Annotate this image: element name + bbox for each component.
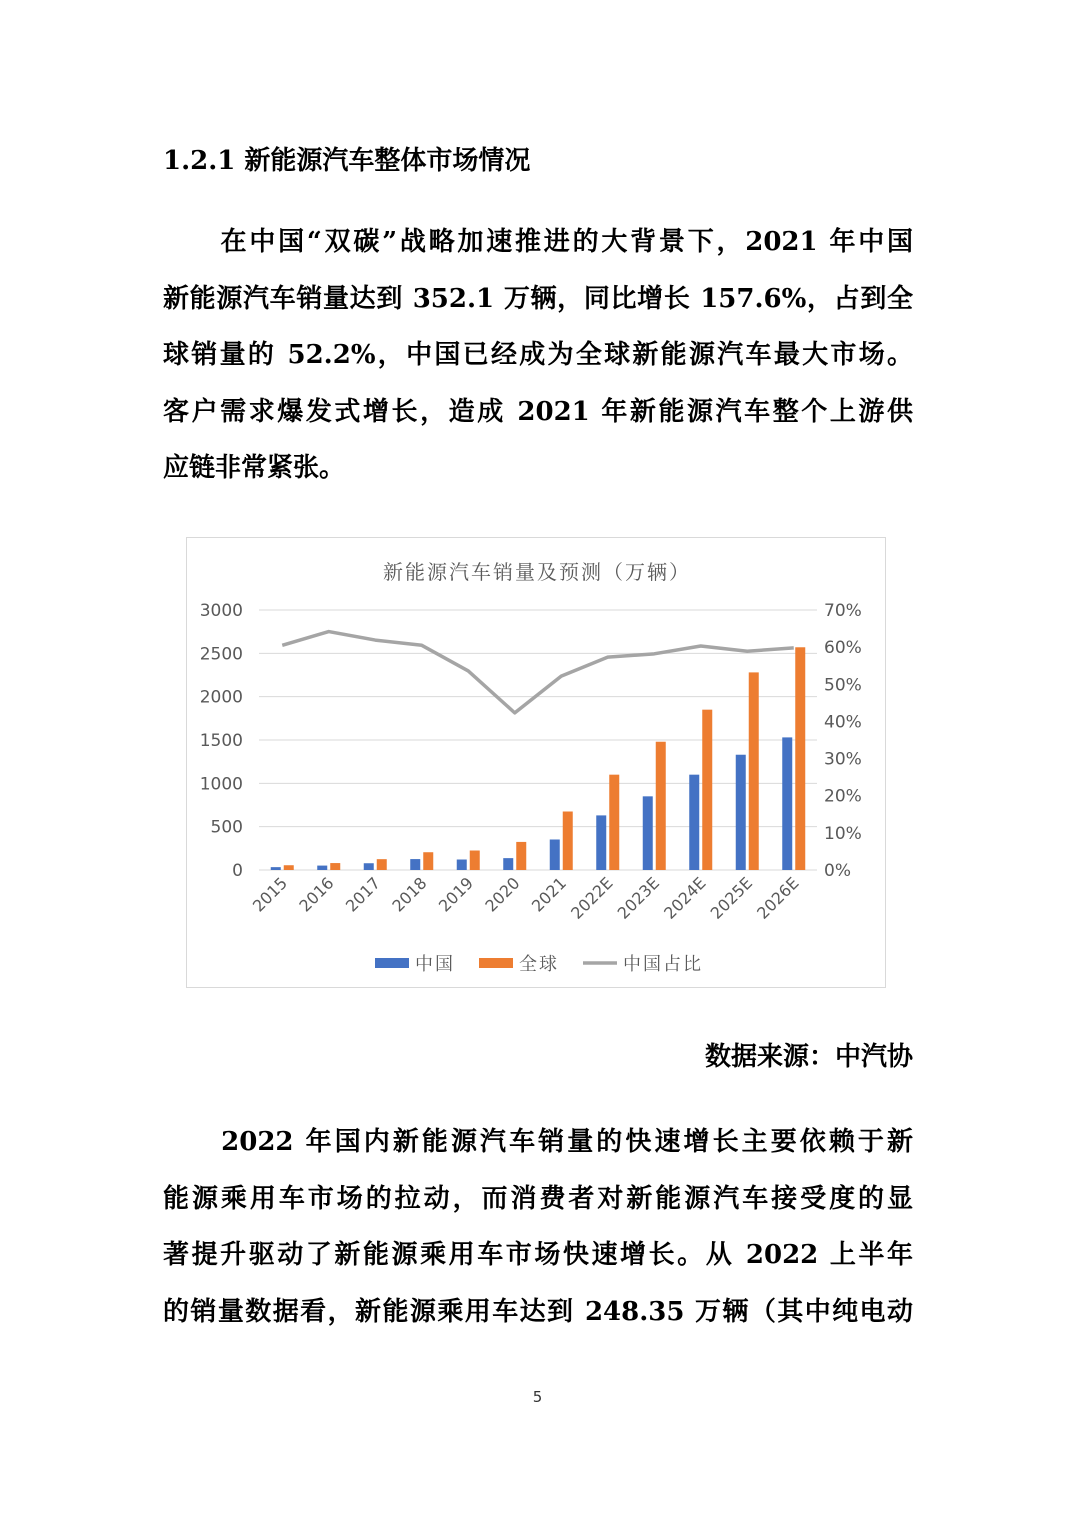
y-right-tick-label: 0% (824, 861, 851, 881)
x-tick-label: 2021 (527, 873, 571, 916)
paragraph-market-overview (163, 214, 913, 497)
x-tick-label: 2023E (613, 873, 664, 923)
paragraph-line: 2022 年国内新能源汽车销量的快速增长主要依赖于新 (163, 1127, 913, 1157)
y-left-tick-label: 2500 (199, 644, 243, 665)
bar-全球 (470, 851, 480, 871)
bar-中国 (503, 858, 513, 870)
x-tick-label: 2022E (567, 873, 617, 923)
bar-全球 (656, 742, 666, 870)
legend-swatch (479, 958, 513, 968)
y-right-tick-label: 50% (824, 675, 862, 696)
y-left-tick-label: 0 (232, 861, 243, 881)
bar-中国 (736, 755, 746, 870)
legend-swatch (375, 958, 409, 968)
paragraph-line: 著提升驱动了新能源乘用车市场快速增长。从 2022 上半年 (163, 1240, 913, 1270)
y-right-tick-label: 70% (824, 601, 862, 621)
legend-label: 中国 (415, 954, 455, 975)
x-tick-label: 2026E (753, 873, 803, 923)
sales-chart (186, 537, 886, 988)
bar-中国 (550, 839, 560, 870)
legend-label: 全球 (519, 954, 559, 975)
paragraph-line: 新能源汽车销量达到 352.1 万辆，同比增长 157.6%，占到全 (163, 283, 913, 314)
bar-中国 (317, 866, 327, 870)
paragraph-line: 在中国“双碳”战略加速推进的大背景下，2021 年中国 (163, 227, 913, 257)
bar-中国 (410, 859, 420, 870)
x-tick-label: 2020 (481, 873, 524, 916)
bar-全球 (702, 710, 712, 870)
paragraph-line: 客户需求爆发式增长，造成 2021 年新能源汽车整个上游供 (163, 396, 913, 427)
x-tick-label: 2025E (706, 873, 757, 923)
paragraph-line: 球销量的 52.2%，中国已经成为全球新能源汽车最大市场。 (163, 340, 913, 370)
x-tick-label: 2016 (295, 873, 338, 916)
x-tick-label: 2017 (341, 873, 385, 916)
bar-全球 (749, 672, 759, 870)
y-left-tick-label: 2000 (199, 687, 243, 708)
bar-全球 (609, 775, 619, 870)
bar-中国 (457, 860, 467, 870)
chart-title: 新能源汽车销量及预测（万辆） (383, 560, 691, 584)
x-tick-label: 2024E (660, 873, 710, 923)
section-heading: 1.2.1 新能源汽车整体市场情况 (163, 146, 531, 176)
bar-中国 (271, 867, 281, 870)
bar-中国 (596, 815, 606, 870)
y-right-tick-label: 30% (824, 749, 862, 770)
paragraph-line: 能源乘用车市场的拉动，而消费者对新能源汽车接受度的显 (163, 1183, 913, 1214)
y-right-tick-label: 20% (824, 786, 862, 807)
bar-全球 (330, 863, 340, 870)
y-right-tick-label: 40% (824, 712, 862, 733)
bar-中国 (689, 775, 699, 870)
bar-中国 (364, 863, 374, 870)
bar-全球 (795, 647, 805, 870)
y-left-tick-label: 1500 (199, 731, 243, 751)
paragraph-line: 应链非常紧张。 (163, 453, 346, 483)
bar-全球 (377, 859, 387, 870)
page-number: 5 (532, 1388, 543, 1406)
y-right-tick-label: 10% (824, 823, 862, 844)
x-tick-label: 2018 (388, 873, 431, 916)
x-tick-label: 2015 (248, 873, 292, 916)
bar-全球 (563, 812, 573, 871)
y-left-tick-label: 3000 (199, 601, 243, 621)
y-left-tick-label: 1000 (199, 774, 243, 795)
y-right-tick-label: 60% (824, 638, 862, 659)
data-source-note: 数据来源：中汽协 (704, 1042, 913, 1072)
chart-canvas (187, 538, 887, 989)
bar-全球 (284, 865, 294, 870)
line-series-中国占比 (282, 632, 794, 713)
bar-中国 (643, 796, 653, 870)
bar-全球 (516, 842, 526, 870)
legend-label: 中国占比 (623, 954, 703, 975)
y-left-tick-label: 500 (210, 817, 243, 838)
x-tick-label: 2019 (434, 873, 478, 916)
paragraph-line: 的销量数据看，新能源乘用车达到 248.35 万辆（其中纯电动 (163, 1296, 913, 1327)
paragraph-passenger-vehicles (163, 1114, 913, 1340)
bar-中国 (782, 737, 792, 870)
bar-全球 (423, 852, 433, 870)
